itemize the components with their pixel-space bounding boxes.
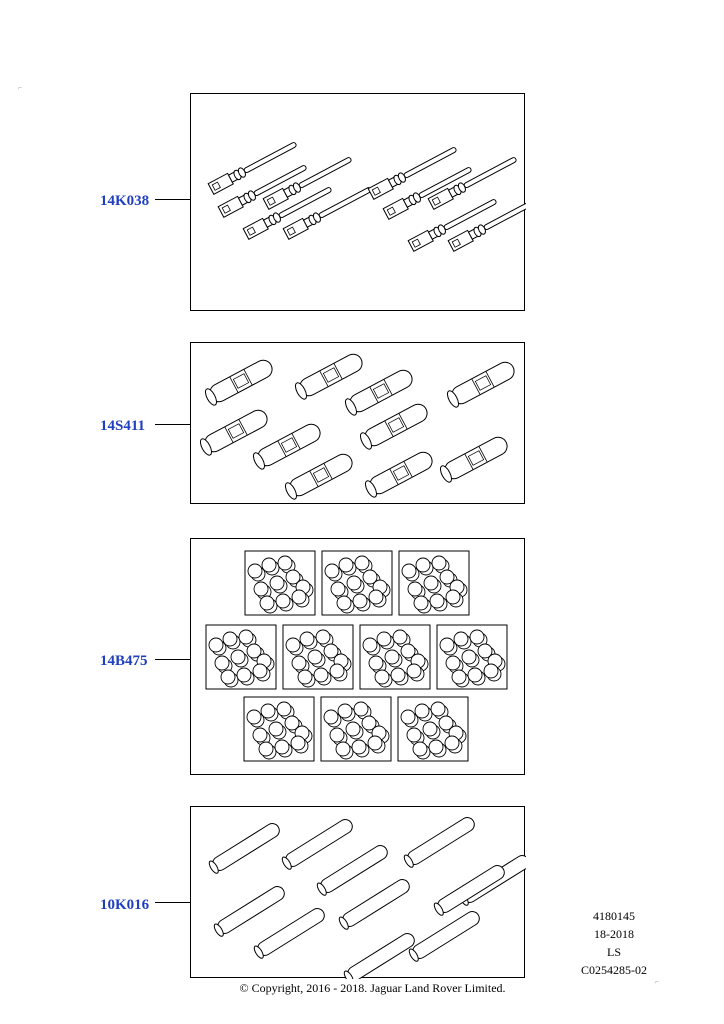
model-code: LS <box>606 945 621 959</box>
panel-seal-packs <box>190 538 525 775</box>
splice-part <box>293 351 365 401</box>
date-code: 18-2018 <box>594 927 634 941</box>
illustration-code: C0254285-02 <box>581 963 647 977</box>
sleeve-part <box>253 906 327 960</box>
reference-number: 4180145 <box>593 909 635 923</box>
sleeve-part <box>208 821 282 875</box>
seal-pack <box>360 625 430 689</box>
sleeve-part <box>433 863 507 917</box>
callout-14S411[interactable]: 14S411 <box>100 418 146 434</box>
seal-pack <box>437 625 507 689</box>
sleeve-part <box>338 877 412 931</box>
sleeve-part <box>213 884 287 938</box>
seal-pack <box>283 625 353 689</box>
splice-part <box>358 401 430 451</box>
panel-terminals <box>190 93 525 311</box>
seal-pack <box>244 697 314 761</box>
terminals-illustration <box>191 94 526 312</box>
corner-mark-bottom: ⌐ <box>655 978 659 986</box>
sleeve-part <box>281 817 355 871</box>
sleeve-part <box>408 909 482 963</box>
splice-part <box>283 451 355 501</box>
leader-line-2 <box>155 424 190 425</box>
sleeve-part <box>403 815 477 869</box>
sleeve-part <box>316 843 390 897</box>
panel-sleeves <box>190 806 525 978</box>
seal-pack <box>245 551 315 615</box>
splice-part <box>203 357 275 407</box>
seal-pack <box>322 551 392 615</box>
corner-mark-top: ⌐ <box>18 84 22 92</box>
sleeve-part <box>343 931 417 979</box>
panel-splices <box>190 342 525 504</box>
sleeves-illustration <box>191 807 526 979</box>
callout-10K016[interactable]: 10K016 <box>100 897 150 913</box>
leader-line-4 <box>155 902 190 903</box>
callout-14K038[interactable]: 14K038 <box>100 193 150 209</box>
splice-part <box>363 449 435 499</box>
seal-packs-illustration <box>191 539 526 776</box>
leader-line-1 <box>155 199 190 200</box>
terminal-part <box>208 139 298 195</box>
splice-part <box>251 421 323 471</box>
splice-part <box>438 434 510 484</box>
splice-part <box>343 367 415 417</box>
callout-14B475[interactable]: 14B475 <box>100 653 148 669</box>
seal-pack <box>399 551 469 615</box>
copyright-notice: © Copyright, 2016 - 2018. Jaguar Land Rover Limited. <box>239 981 506 995</box>
splice-part <box>445 359 517 409</box>
seal-pack <box>206 625 276 689</box>
splices-illustration <box>191 343 526 505</box>
seal-pack <box>398 697 468 761</box>
splice-part <box>198 407 270 457</box>
leader-line-3 <box>155 659 190 660</box>
seal-pack <box>321 697 391 761</box>
